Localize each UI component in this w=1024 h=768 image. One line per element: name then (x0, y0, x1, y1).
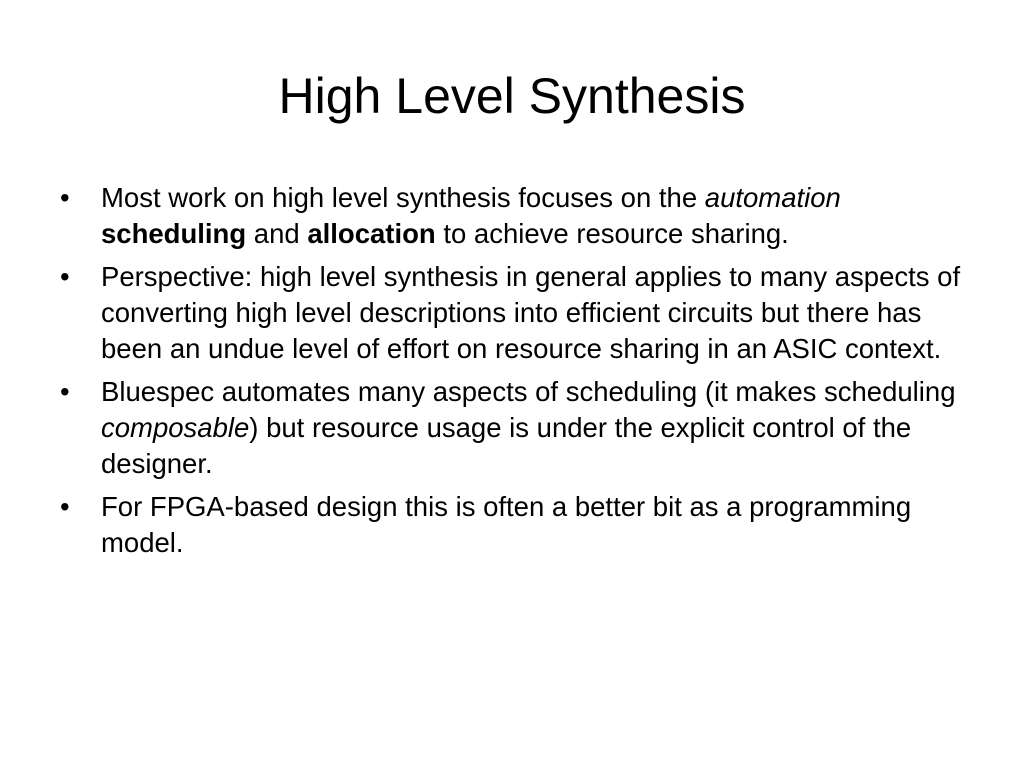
bullet-text-emphasis: composable (101, 412, 250, 443)
bullet-text-segment: Perspective: high level synthesis in general applies to many aspects of converting high level descriptions into efficient circuits but there has been an undue level of effort on resource sharing in an ASIC context. (101, 261, 961, 364)
bullet-text-emphasis: automation (704, 182, 841, 213)
bullet-marker: • (60, 182, 70, 213)
slide-title: High Level Synthesis (278, 68, 746, 124)
bullet-text-strong: allocation (307, 218, 436, 249)
bullet-text-segment: For FPGA-based design this is often a better bit as a programming model. (101, 491, 912, 558)
bullet-text-segment: Most work on high level synthesis focuses on the (101, 182, 705, 213)
bullet-text-segment: Bluespec automates many aspects of scheduling (it makes scheduling (101, 376, 956, 407)
bullet-text-strong: scheduling (101, 218, 247, 249)
bullet-marker: • (60, 261, 70, 292)
bullet-item (60, 259, 970, 367)
bullet-text-segment: to achieve resource sharing. (435, 218, 789, 249)
bullet-marker: • (60, 491, 70, 522)
bullet-list (60, 180, 970, 568)
bullet-text-segment: ) but resource usage is under the explicit control of the designer. (101, 412, 912, 479)
bullet-item (60, 180, 970, 252)
bullet-text-segment: and (246, 218, 308, 249)
bullet-item (60, 374, 970, 482)
bullet-item (60, 489, 970, 561)
bullet-marker: • (60, 376, 70, 407)
